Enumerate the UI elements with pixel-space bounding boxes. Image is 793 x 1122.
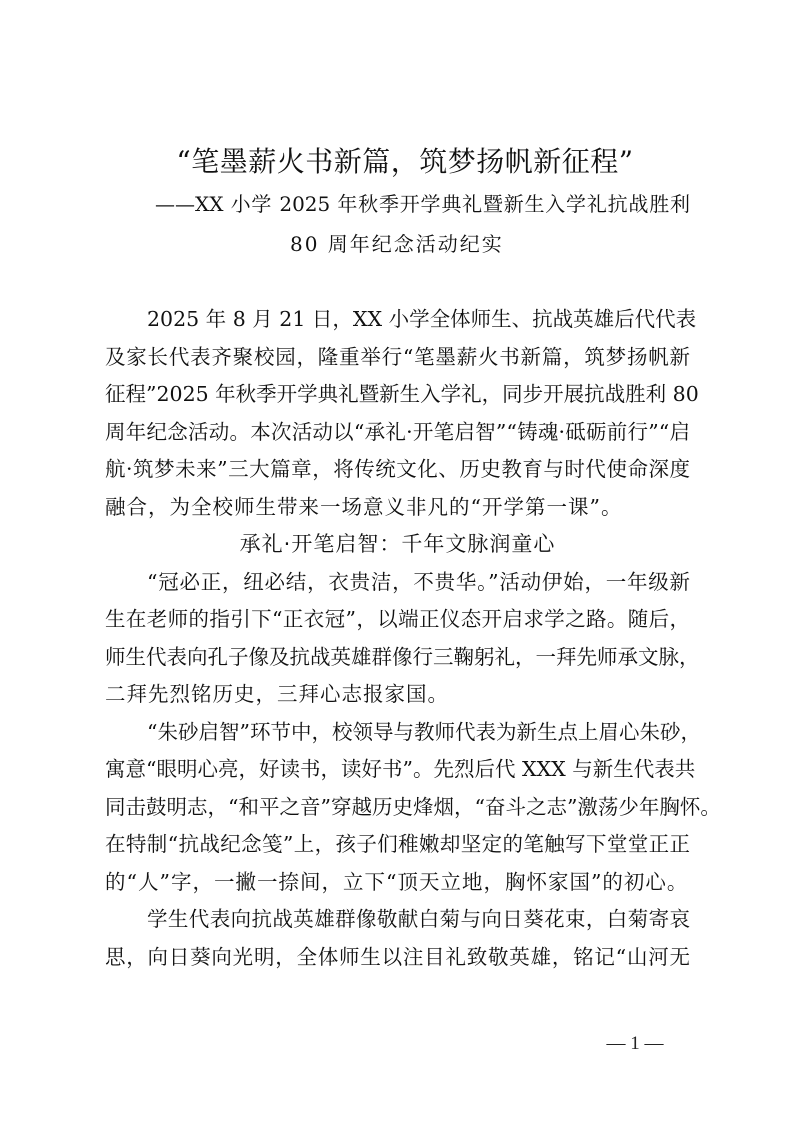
document-subtitle-line-2: 80 周年纪念活动纪实 (290, 232, 504, 256)
section-heading: 承礼·开笔启智：千年文脉润童心 (239, 532, 556, 556)
paragraph-line: 思，向日葵向光明，全体师生以注目礼致敬英雄，铭记“山河无 (105, 944, 690, 969)
paragraph-line: 同击鼓明志，“和平之音”穿越历史烽烟，“奋斗之志”激荡少年胸怀。 (105, 794, 721, 819)
paragraph-line: 融合，为全校师生带来一场意义非凡的“开学第一课”。 (105, 494, 623, 519)
paragraph-line: 生在老师的指引下“正衣冠”，以端正仪态开启求学之路。随后， (105, 607, 690, 631)
page-number: — 1 — (606, 1033, 664, 1054)
paragraph-line: 征程”2025 年秋季开学典礼暨新生入学礼，同步开展抗战胜利 80 (105, 382, 699, 406)
paragraph-line: 在特制“抗战纪念笺”上，孩子们稚嫩却坚定的笔触写下堂堂正正 (105, 832, 690, 856)
document-title: “笔墨薪火书新篇，筑梦扬帆新征程” (176, 145, 634, 178)
paragraph-tribute (105, 901, 690, 976)
paragraph-line: “朱砂启智”环节中，校领导与教师代表为新生点上眉心朱砂， (147, 719, 701, 744)
paragraph-line: 周年纪念活动。本次活动以“承礼·开笔启智”“铸魂·砥砺前行”“启 (105, 419, 690, 444)
paragraph-line: 航·筑梦未来”三大篇章，将传统文化、历史教育与时代使命深度 (105, 457, 690, 481)
paragraph-line: 学生代表向抗战英雄群像敬献白菊与向日葵花束，白菊寄哀 (147, 907, 690, 931)
paragraph-line: 及家长代表齐聚校园，隆重举行“笔墨薪火书新篇，筑梦扬帆新 (105, 344, 690, 369)
paragraph-line: 二拜先烈铭历史，三拜心志报家国。 (105, 682, 449, 706)
paragraph-line: 的“人”字，一撇一捺间，立下“顶天立地，胸怀家国”的初心。 (105, 869, 689, 894)
paragraph-line: 寓意“眼明心亮，好读书，读好书”。先烈后代 XXX 与新生代表共 (105, 757, 696, 781)
document-subtitle-line-1: ——XX 小学 2025 年秋季开学典礼暨新生入学礼抗战胜利 (155, 192, 690, 216)
paragraph-line: “冠必正，纽必结，衣贵洁，不贵华。”活动伊始，一年级新 (147, 569, 690, 594)
paragraph-line: 2025 年 8 月 21 日，XX 小学全体师生、抗战英雄后代代表 (147, 307, 697, 331)
document-body (105, 301, 721, 976)
paragraph-intro (105, 301, 699, 526)
paragraph-cinnabar (105, 714, 721, 902)
paragraph-line: 师生代表向孔子像及抗战英雄群像行三鞠躬礼，一拜先师承文脉， (105, 644, 700, 669)
paragraph-ceremony (105, 564, 700, 714)
